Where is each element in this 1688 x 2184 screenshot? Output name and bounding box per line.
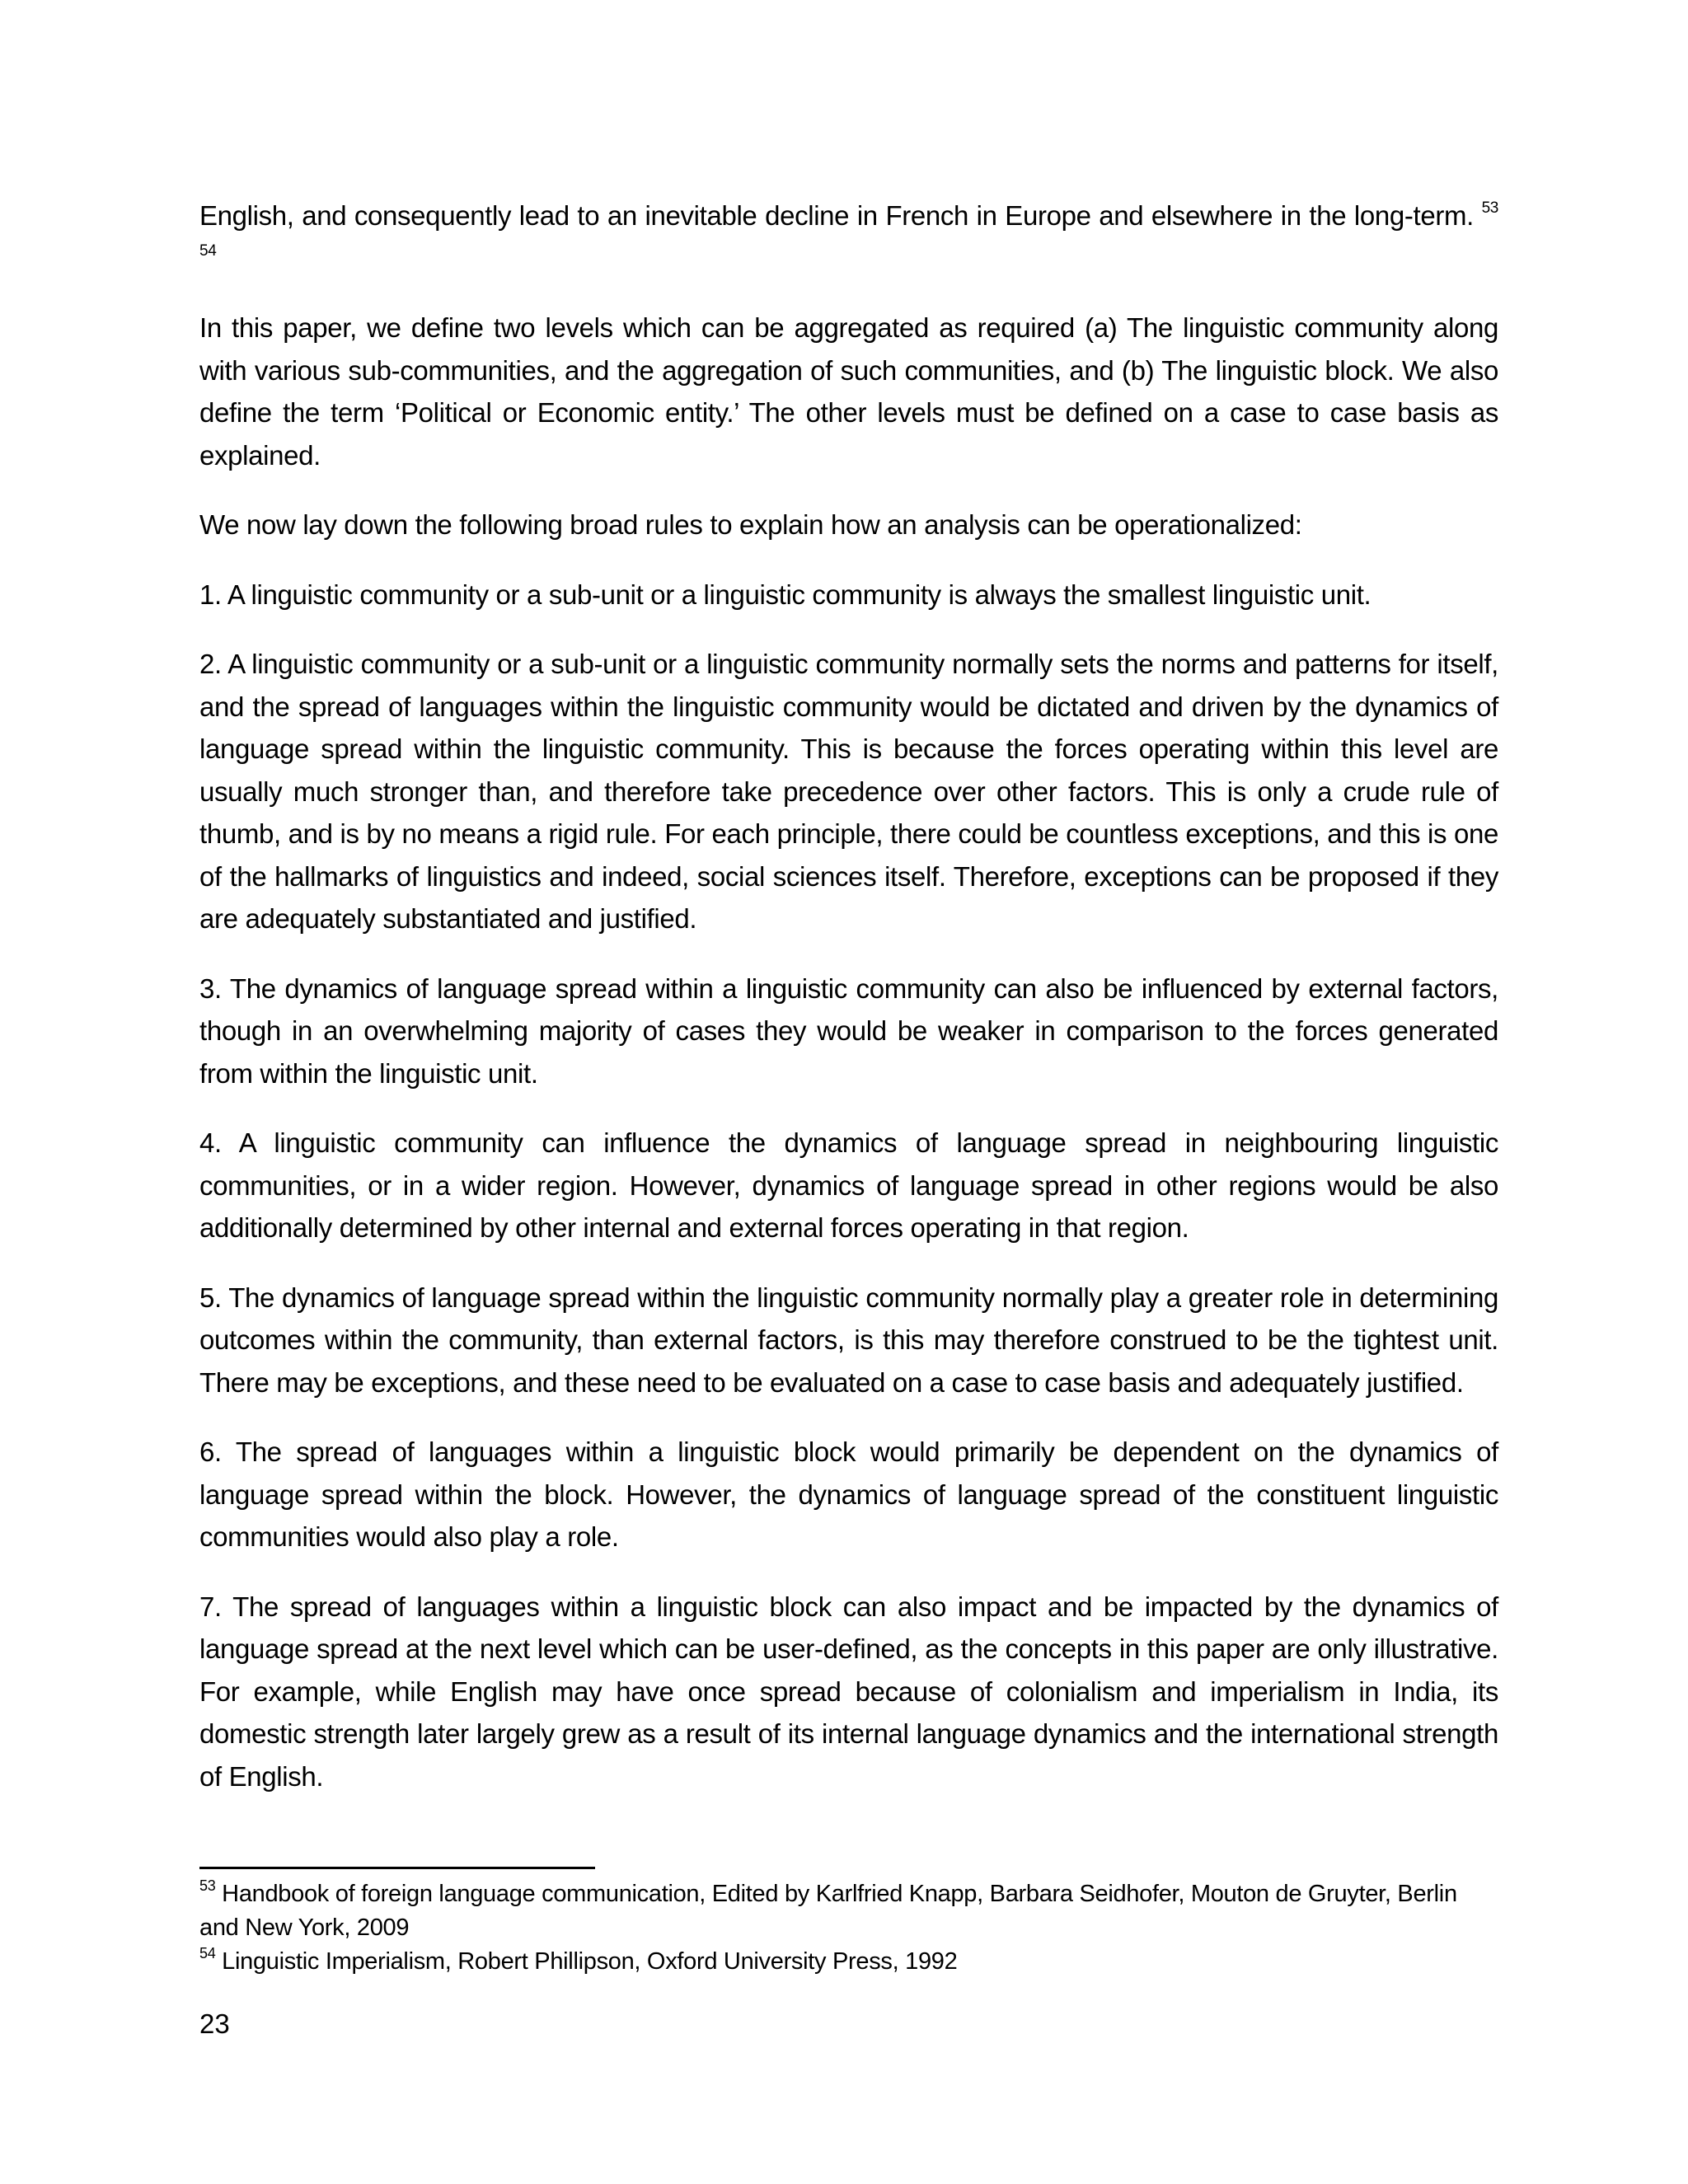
paragraph-continuation — [199, 194, 1498, 279]
page-number: 23 — [199, 2008, 230, 2039]
page-body — [199, 194, 1498, 1825]
rule-3: 3. The dynamics of language spread within a linguistic community can also be influenced by external factors, though in an overwhelming majority of cases they would be weaker in comparison to the forces generated from within the linguistic unit. — [199, 972, 1498, 1089]
paragraph-levels-definition: In this paper, we define two levels which can be aggregated as required (a) The linguistic community along with various sub-communities, and the aggregation of such communities, and (b) The linguistic block. We also define the term ‘Political or Economic entity.’ The other levels must be defined on a case to case basis as explained. — [199, 312, 1498, 471]
footnote-marker: 53 — [199, 1877, 216, 1894]
paragraph-rules-intro: We now lay down the following broad rules to explain how an analysis can be operationalized: — [199, 509, 1302, 540]
footnote-separator — [199, 1867, 595, 1869]
rule-1: 1. A linguistic community or a sub-unit or a linguistic community is always the smallest linguistic unit. — [199, 579, 1372, 610]
footnotes — [199, 1877, 1498, 1979]
footnote-ref-54[interactable]: 54 — [199, 241, 217, 260]
rule-4: 4. A linguistic community can influence the dynamics of language spread in neighbouring linguistic communities, or in a wider region. However, dynamics of language spread in other regions would be also additionally determined by other internal and external forces operating in that region. — [199, 1127, 1498, 1243]
footnote-marker: 54 — [199, 1945, 216, 1961]
paragraph-text: English, and consequently lead to an inevitable decline in French in Europe and elsewhere in the long-term. — [199, 200, 1474, 231]
footnote-ref-53[interactable]: 53 — [1481, 199, 1498, 217]
footnote-text: Handbook of foreign language communication, Edited by Karlfried Knapp, Barbara Seidhofer, Mouton de Gruyter, Berlin and New York, 2009 — [199, 1881, 1457, 1941]
rule-7: 7. The spread of languages within a linguistic block can also impact and be impacted by the dynamics of language spread at the next level which can be user-defined, as the concepts in this paper are only illustrative. For example, while English may have once spread because of colonialism and imperialism in India, its domestic strength later largely grew as a result of its internal language dynamics and the international strength of English. — [199, 1591, 1498, 1792]
rule-2: 2. A linguistic community or a sub-unit or a linguistic community normally sets the norms and patterns for itself, and the spread of languages within the linguistic community would be dictated and driven by the dynamics of language spread within the linguistic community. This is because the forces operating within this level are usually much stronger than, and therefore take precedence over other factors. This is only a crude rule of thumb, and is by no means a rigid rule. For each principle, there could be countless exceptions, and this is one of the hallmarks of linguistics and indeed, social sciences itself. Therefore, exceptions can be proposed if they are adequately substantiated and justified. — [199, 649, 1498, 934]
rule-6: 6. The spread of languages within a linguistic block would primarily be dependent on the dynamics of language spread within the block. However, the dynamics of language spread of the constituent linguistic communities would also play a role. — [199, 1436, 1498, 1552]
footnote-54 — [199, 1945, 1498, 1979]
rule-5: 5. The dynamics of language spread within the linguistic community normally play a greater role in determining outcomes within the community, than external factors, is this may therefore construed to be the tightest unit. There may be exceptions, and these need to be evaluated on a case to case basis and adequately justified. — [199, 1282, 1498, 1398]
footnote-text: Linguistic Imperialism, Robert Phillipson, Oxford University Press, 1992 — [215, 1948, 958, 1975]
footnote-53 — [199, 1877, 1498, 1945]
